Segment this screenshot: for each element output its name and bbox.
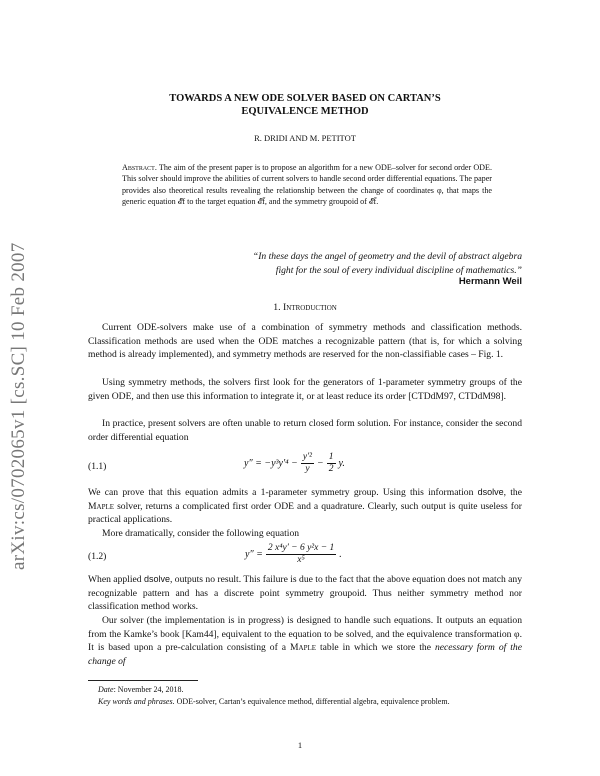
abstract-text: The aim of the present paper is to propose an algorithm for a new ODE–solver for second order ODE. This solver should improve the abilities of current solvers to handle second order differential equations. The paper provides also theoretical results revealing the relationship between the change of coordinates φ, that maps the generic equation 𝓔f to the target equation 𝓔f̄, and the symmetry groupoid of 𝓔f̄. — [122, 163, 492, 206]
eq1-minus: − — [317, 458, 324, 469]
paragraph-4 — [88, 486, 522, 527]
equation-number-1-1: (1.1) — [88, 461, 107, 472]
maple-name: Maple — [88, 500, 115, 512]
paragraph-4-text-a: We can prove that this equation admits a 1-parameter symmetry group. Using this information — [88, 487, 478, 498]
epigraph-quote — [150, 250, 522, 277]
eq2-lhs: y″ = — [245, 549, 263, 560]
eq1-fraction-2 — [327, 452, 336, 475]
paragraph-3: In practice, present solvers are often unable to return closed form solution. For instance, consider the second order differential equation — [88, 418, 522, 443]
epigraph-line-2: fight for the soul of every individual discipline of mathematics.” — [275, 264, 522, 276]
title-line-2: EQUIVALENCE METHOD — [241, 106, 369, 117]
eq1-rhs: y. — [338, 458, 345, 469]
paragraph-1: Current ODE-solvers make use of a combination of symmetry methods and classification methods. Classification methods are used when the ODE matches a recognizable pattern (that is, for which a solving method is already implemented), and symmetry methods are reserved for the non-classifiable cases – Fig. 1. — [88, 322, 522, 361]
paragraph-5: More dramatically, consider the following equation — [102, 528, 300, 539]
code-dsolve-2: dsolve — [143, 574, 170, 584]
paragraph-2: Using symmetry methods, the solvers first look for the generators of 1-parameter symmetry groups of the given ODE, and then use this information to integrate it, or at least reduce its order [CTDdM97, CTDdM98]. — [88, 377, 522, 402]
page-number: 1 — [297, 740, 303, 750]
paragraph-4-text-b: , the — [503, 487, 522, 498]
paragraph-6-text-a: When applied — [88, 574, 144, 585]
keywords-label: Key words and phrases. — [98, 697, 175, 706]
date-value: : November 24, 2018. — [113, 685, 184, 694]
eq1-frac2-denominator: 2 — [328, 464, 334, 474]
paragraph-7-emphasis: necessary form of the change of — [88, 642, 522, 667]
eq2-numerator: 2 x⁴y′ − 6 y²x − 1 — [267, 543, 335, 553]
eq1-frac2-numerator: 1 — [328, 452, 334, 462]
footnote-keywords — [88, 696, 522, 707]
footnote-rule — [88, 680, 198, 681]
paper-title — [100, 92, 510, 118]
paragraph-6-text-b: , outputs no result. This failure is due to the fact that the above equation does not match any recognizable pattern and has a discrete point symmetry groupoid. Thus neither symmetry method nor classification method works. — [88, 574, 523, 613]
epigraph-author: Hermann Weil — [458, 276, 522, 287]
keywords-text: ODE-solver, Cartan’s equivalence method, differential algebra, equivalence problem. — [174, 697, 450, 706]
paragraph-7-text-a: Our solver (the implementation is in progress) is designed to handle such equations. It outputs an equation from the Kamke’s book [Kam44], equivalent to the equation to be solved, and the equivalence transformation φ. It is based upon a pre-calculation consisting of a — [88, 615, 522, 654]
eq1-frac1-numerator: y′² — [302, 452, 313, 462]
eq2-denominator: x⁵ — [297, 555, 305, 565]
paragraph-7 — [88, 614, 522, 668]
paper-authors: R. DRIDI AND M. PETITOT — [254, 133, 356, 143]
paragraph-7-text-b: table in which we store the — [316, 642, 435, 654]
abstract — [122, 162, 492, 207]
code-dsolve: dsolve — [477, 487, 504, 497]
footnote-date — [88, 684, 522, 695]
eq2-fraction — [266, 543, 336, 566]
equation-1-1 — [244, 452, 345, 475]
eq1-frac1-denominator: y — [305, 464, 310, 474]
equation-number-1-2: (1.2) — [88, 551, 107, 562]
eq1-lhs: y″ = −y³y′⁴ − — [244, 458, 298, 469]
paragraph-6 — [88, 573, 522, 614]
equation-1-2 — [245, 543, 342, 566]
eq1-fraction-1 — [301, 452, 314, 475]
section-heading: 1. Introduction — [273, 302, 337, 313]
eq2-rhs: . — [339, 549, 342, 560]
maple-name-2: Maple — [289, 642, 317, 654]
arxiv-identifier[interactable]: arXiv:cs/0702065v1 [cs.SC] 10 Feb 2007 — [8, 242, 29, 570]
epigraph-line-1: “In these days the angel of geometry and the devil of abstract algebra — [252, 251, 522, 262]
paragraph-4-text-c: solver, returns a complicated first order ODE and a quadrature. Clearly, such output is quite useless for practical applications. — [88, 500, 522, 526]
date-label: Date — [98, 685, 114, 694]
title-line-1: TOWARDS A NEW ODE SOLVER BASED ON CARTAN’S — [169, 93, 441, 104]
abstract-label: Abstract. — [122, 163, 157, 172]
